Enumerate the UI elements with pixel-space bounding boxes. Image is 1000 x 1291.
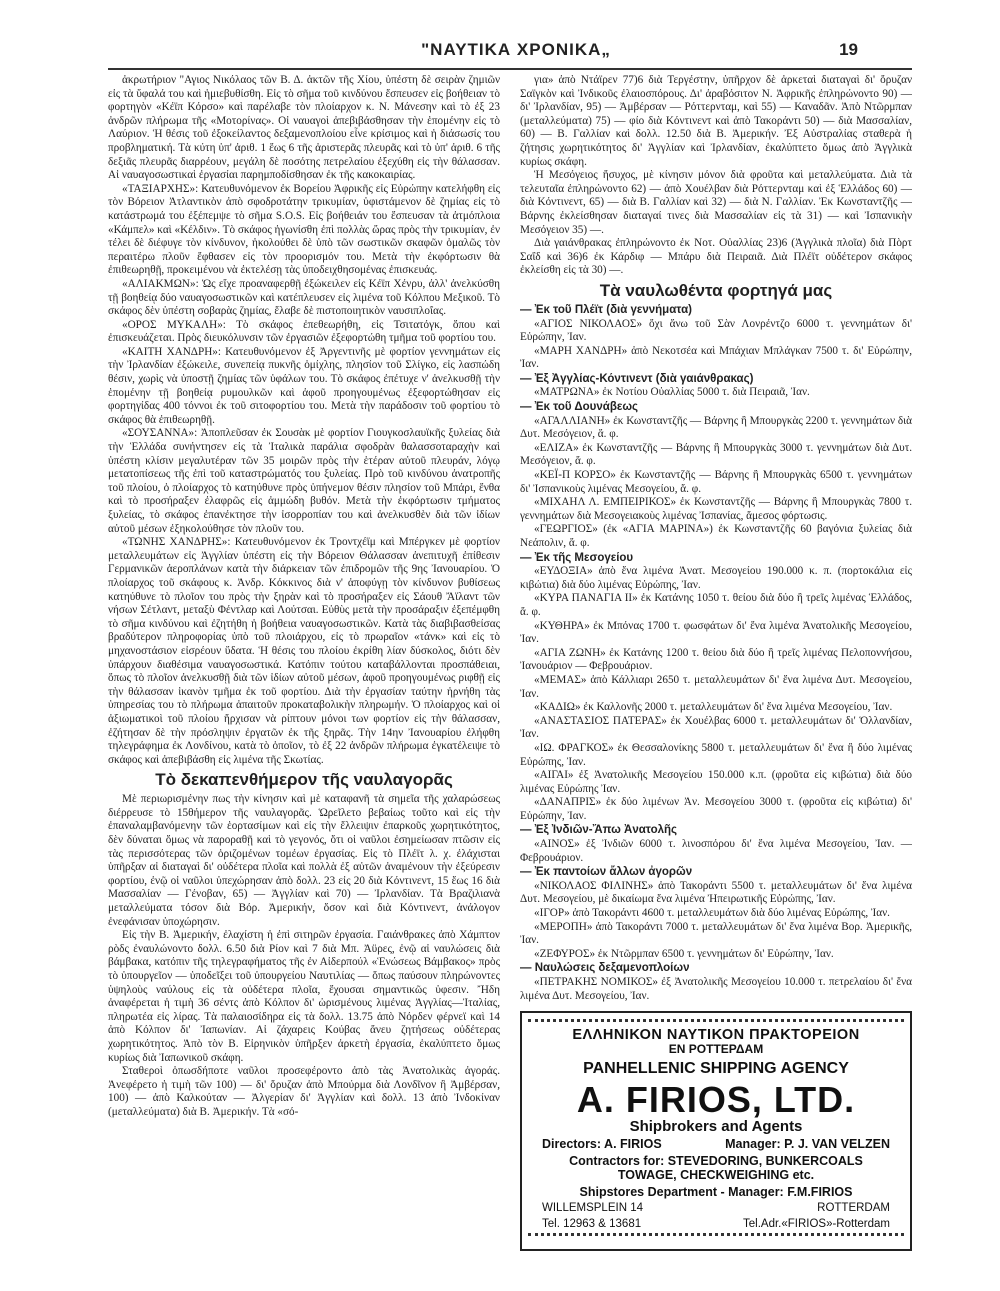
ad-contractors-services: TOWAGE, CHECKWEIGHING etc. xyxy=(617,1167,815,1182)
charter-entry: «ΚΥΘΗΡΑ» ἐκ Μπόνας 1700 τ. φωσφάτων δι' ἕνα λιμένα Ἀνατολικῆς Μεσογείου, Ἰαν. xyxy=(520,619,912,646)
charter-entry: «ΙΩ. ΦΡΑΓΚΟΣ» ἐκ Θεσσαλονίκης 5800 τ. μεταλλευμάτων δι' ἕνα ἢ δύο λιμένας Εὐρώπης, Ἰαν. xyxy=(520,741,912,768)
group-heading: — Ἐκ τοῦ Πλέϊτ (διὰ γεννήματα) xyxy=(520,303,692,316)
charter-entry: «ΚΥΡΑ ΠΑΝΑΓΙΑ ΙΙ» ἐκ Κατάνης 1050 τ. θείου διὰ δύο ἢ τρεῖς λιμένας Ἑλλάδος, ἄ. φ. xyxy=(520,592,912,618)
group-heading: — Ἐξ Ἰνδιῶν-Ἄπω Ἀνατολῆς xyxy=(520,824,678,837)
paragraph: για» ἀπὸ Ντάϊρεν 77)6 διὰ Τεργέστην, ὑπῆρχον δὲ ἀρκεταὶ διαταγαὶ δι' ὄρυζαν Σαϊγκὸν καὶ Ἰνδικοῦς ἐλαιοσπόρους. Δι' ἀραβόσιτον Ν. Ἀφρικῆς ἐπληρώνοντο 90) — δι' Ἰρλανδίαν, 95) — Ἀμβέρσαν — Ρόττερνταμ, καὶ 55) — Καναδᾶν. Ἀπὸ Ντῶρμπαν (μεταλλεύματα) 75) — φίο διὰ Κόντινεντ καὶ ἀπὸ Τακοράντι 50) — διὰ Μασσαλίαν, 60) — Β. Γαλλίαν καὶ δολλ. 12.50 διὰ Β. Ἀμερικήν. Ἐξ Αὐστραλίας σταθερὰ ἡ ζήτησις χωρητικότητος δι' Ἀγγλίαν καὶ Ἰρλανδίαν, ἐκαλύπτετο ὅμως ἀπὸ Ἀγγλικὰ κυρίως σκάφη. xyxy=(520,74,912,168)
ad-tagline: Shipbrokers and Agents xyxy=(629,1117,803,1135)
charter-entry: «ΑΓΙΟΣ ΝΙΚΟΛΑΟΣ» ὄχι ἄνω τοῦ Σὰν Λονρέντζο 6000 τ. γεννημάτων δι' Εὐρώπην, Ἰαν. xyxy=(520,317,912,344)
charter-entry: «ΜΕΜΑΣ» ἀπὸ Κάλλιαρι 2650 τ. μεταλλευμάτων δι' ἕνα λιμένα Δυτ. Μεσογείου, Ἰαν. xyxy=(520,673,912,700)
paragraph: «ΑΛΙΑΚΜΩΝ»: Ὡς εἴχε προαναφερθῇ ἐξώκειλεν εἰς Κέϊπ Χένρυ, ἀλλ' ἀνελκύσθη τῇ βοηθείᾳ δύο ναυαγοσωστικῶν καὶ κατέπλευσεν εἰς λιμένα τοῦ Κόλπου Μεξικοῦ. Τὸ σκάφος δὲν ὑπέστη σοβαρὰς ζημίας, ἔλαβε δὲ πιστοποιητικὸν ναυσιπλοΐας. xyxy=(108,277,500,318)
charter-entry: «ΠΕΤΡΑΚΗΣ ΝΟΜΙΚΟΣ» ἐξ Ἀνατολικῆς Μεσογείου 10.000 τ. πετρελαίου δι' ἕνα λιμένα Δυτ. Μεσογείου, Ἰαν. xyxy=(520,976,912,1002)
page xyxy=(108,40,912,1260)
running-header xyxy=(108,40,912,70)
ad-contractors: Contractors for: STEVEDORING, BUNKERCOALS xyxy=(569,1154,863,1169)
paragraph: «ΤΑΞΙΑΡΧΗΣ»: Κατευθυνόμενον ἐκ Βορείου Ἀφρικῆς εἰς Εὐρώπην κατελήφθη εἰς τὸν Βόρειον Ἀτλαντικὸν ἀπὸ σφοδροτάτην τρικυμίαν, ὑφιστάμενον δὲ ζημίας εἰς τὸ κατάστρωμά του ἐξέπεμψε τὸ σῆμα S.O.S. Εἰς βοήθειάν του ἔσπευσαν τὰ ἀτμόπλοια «Κάμπελ» καὶ «Κέλδιν». Τὸ σκάφος ἠγωνίσθη ἐπὶ πολλὰς ὥρας πρὸς τὴν τρικυμίαν, ἐν τέλει δὲ διέφυγε τὸν κίνδυνον, ἠκολούθει δὲ ὑπὸ τῶν σωστικῶν σκαφῶν ὁμαλῶς τὸν περαιτέρω πλοῦν ἔφθασεν εἰς τὸν προορισμόν του. Μετὰ τὴν ἐκφόρτωσιν θὰ ἐπιθεωρηθῇ, προκειμένου νὰ ἐκτελέσῃ τὰς ὑποδειχθησομένας ἐπισκευάς. xyxy=(108,182,500,277)
ad-shipstores: Shipstores Department - Manager: F.M.FIRIOS xyxy=(579,1185,853,1200)
paragraph: Διὰ γαιάνθρακας ἐπληρώνοντο ἐκ Νοτ. Οὐαλλίας 23)6 (Ἀγγλικὰ πλοῖα) διὰ Πὸρτ Σαΐδ καὶ 36)6 ἐκ Κάρδιφ — Μπάρυ διὰ Πειραιᾶ. Διὰ Πλέϊτ οὐδέτερον σκάφος ἐκλείσθη εἰς τὰ 30) —. xyxy=(520,237,912,277)
ad-telephone: Tel. 12963 & 13681 xyxy=(542,1217,642,1230)
columns xyxy=(108,74,912,1260)
charter-entry: «ΚΕΪ-Π ΚΟΡΣΟ» ἐκ Κωνσταντζῆς — Βάρνης ἢ Μπουργκὰς 6500 τ. γεννημάτων δι' Ἰσπανικοὺς λιμένας Μεσογείου, ἄ. φ. xyxy=(520,469,912,495)
paragraph: Σταθεροὶ ὁπωσδήποτε ναῦλοι προσεφέροντο ἀπὸ τὰς Ἀνατολικὰς ἀγοράς. Ἀνεφέρετο ἡ τιμὴ τῶν 100) — δι' ὄρυζαν ἀπὸ Μπούρμα διὰ Λονδῖνον ἢ Ἀμβέρσαν, 100) — ἀπὸ Καλκούταν — Ἀλγερίαν δι' Ἀγγλίαν καὶ δολλ. 13 ἀπὸ Ἰνδοκίναν (μεταλλεύματα) διὰ Β. Ἀμερικήν. Τὰ «σό- xyxy=(108,1065,500,1118)
charter-entry: «ΜΑΤΡΩΝΑ» ἐκ Νοτίου Οὐαλλίας 5000 τ. διὰ Πειραιᾶ, Ἰαν. xyxy=(534,386,810,399)
left-column xyxy=(108,74,500,1260)
section-heading-chartered-ships: Τὰ ναυλωθέντα φορτηγά μας xyxy=(599,280,833,300)
ad-management xyxy=(528,1134,904,1152)
journal-title: "ΝΑΥΤΙΚΑ ΧΡΟΝΙΚΑ„ xyxy=(421,40,611,59)
group-heading: — Ναυλώσεις δεξαμενοπλοίων xyxy=(520,962,690,975)
charter-entry: «ΜΕΡΟΠΗ» ἀπὸ Τακοράντι 7000 τ. μεταλλευμάτων δι' ἕνα λιμένα Βορ. Ἀμερικῆς, Ἰαν. xyxy=(520,920,912,947)
charter-entry: «ΚΑΔΙΩ» ἐκ Καλλονῆς 2000 τ. μεταλλευμάτων δι' ἕνα λιμένα Μεσογείου, Ἰαν. xyxy=(534,701,893,714)
charter-entry: «ΑΓΙΑ ΖΩΝΗ» ἐκ Κατάνης 1200 τ. θείου διὰ δύο ἢ τρεῖς λιμένας Πελοποννήσου, Ἰανουάριον — Φεβρουάριον. xyxy=(520,646,912,673)
charter-entry: «ΓΕΩΡΓΙΟΣ» (ἐκ «ΑΓΙΑ ΜΑΡΙΝΑ») ἐκ Κωνσταντζῆς 60 βαγόνια ξυλείας διὰ Νεάπολιν, ἄ. φ. xyxy=(520,523,912,549)
right-column xyxy=(520,74,912,1260)
ad-directors: Directors: A. FIRIOS xyxy=(542,1136,662,1151)
ad-english-title: PANHELLENIC SHIPPING AGENCY xyxy=(583,1060,849,1078)
charter-entry: «ΜΙΧΑΗΛ Λ. ΕΜΠΕΙΡΙΚΟΣ» ἐκ Κωνσταντζῆς — Βάρνης ἢ Μπουργκὰς 7800 τ. γεννημάτων διὰ Μεσογειακοὺς λιμένας Ἰσπανίας, ἄμεσος φόρτωσις. xyxy=(520,496,912,522)
charter-entry: «ΔΑΝΑΠΡΙΣ» ἐκ δύο λιμένων Ἀν. Μεσογείου 3000 τ. (φροῦτα εἰς κιβώτια) δι' Εὐρώπην, Ἰαν. xyxy=(520,796,912,822)
ad-telegraph-address: Tel.Adr.«FIRIOS»-Rotterdam xyxy=(743,1217,890,1230)
group-heading: — Ἐκ τοῦ Δουνάβεως xyxy=(520,401,639,414)
charter-entry: «ΕΛΙΖΑ» ἐκ Κωνσταντζῆς — Βάρνης ἢ Μπουργκὰς 3000 τ. γεννημάτων διὰ Δυτ. Μεσόγειον, ἄ. φ. xyxy=(520,441,912,468)
decorative-border xyxy=(528,1019,904,1027)
charter-entry: «ΙΓΟΡ» ἀπὸ Τακοράντι 4600 τ. μεταλλευμάτων διὰ δύο λιμένας Εὐρώπης, Ἰαν. xyxy=(534,907,890,920)
charter-entry: «ΝΙΚΟΛΑΟΣ ΦΙΛΙΝΗΣ» ἀπὸ Τακοράντι 5500 τ. μεταλλευμάτων δι' ἕνα λιμένα Δυτ. Μεσογείου, μὲ δικαίωμα ἕνα λιμένα Ἠπειρωτικῆς Εὐρώπης, Ἰαν. xyxy=(520,879,912,906)
paragraph: Εἰς τὴν Β. Ἀμερικήν, ἐλαχίστη ἡ ἐπὶ σιτηρῶν ἐργασία. Γαιάνθρακες ἀπὸ Χάμπτον ρὸδς ἐναυλώνοντο δολλ. 6.50 διὰ Ρίον καὶ 7 διὰ Μπ. Ἀϋρες, ἐνῷ αἱ ναυλώσεις διὰ βάμβακα, κατόπιν τῆς τηλεγραφήματος τῆς ἐν Αἰδερπούλ «Ἑνώσεως Βάμβακος» πρὸς τὸ ὑπουργεῖον — ὑποδεῖξει τοῦ ὑπουργείου Ναυτιλίας — ὅπως παύσουν πληρώνοντες ὑψηλοὺς ναύλους εἰς τὰ οὐδέτερα πλοῖα, ἔχουσαι σημαντικῶς ὑφεσιν. Ἤδη ἀναφέρεται ἡ τιμὴ 36 σέντς ἀπὸ Κόλπον δι' ὡρισμένους λιμένας Ἀγγλίας—Ἰταλίας, πληρωτέα εἰς λίρας. Τὰ παλαιοσίδηρα εἰς τὰ δολλ. 13.75 ἀπὸ Νόρδεν φέρνεϊ καὶ 14 ἀπὸ Κόλπον δι' Ἰαπωνίαν. Αἱ ζάχαρεις Κούβας ἄνευ ζητήσεως οὐδέτερας χωρητικότητος. Ἀπὸ τὸν Β. Εἰρηνικὸν ὑπῆρξεν ἀρκετὴ ἐργασία, ἐκαλύπτετο ὅμως κυρίως διὰ Ἰαπωνικοῦ σκάφη. xyxy=(108,929,500,1064)
charter-entry: «ΑΓΑΛΛΙΑΝΗ» ἐκ Κωνσταντζῆς — Βάρνης ἢ Μπουργκὰς 2200 τ. γεννημάτων διὰ Δυτ. Μεσόγειον, ἄ. φ. xyxy=(520,414,912,441)
group-heading: — Ἐκ τῆς Μεσογείου xyxy=(520,551,634,564)
paragraph: Ἡ Μεσόγειος ἥσυχος, μὲ κίνησιν μόνον διὰ φροῦτα καὶ μεταλλεύματα. Διὰ τὰ τελευταῖα ἐπληρώνοντο 62) — ἀπὸ Χουέλβαν διὰ Ρόττερνταμ καὶ ἐξ Ἑλλάδος 60) — διὰ Κόντινεντ, 65) — διὰ Β. Γαλλίαν καὶ 32) — διὰ Ν. Γαλλίαν. Ἐκ Κωνσταντζῆς — Βάρνης ἐκλείσθησαν διαταγαί τινες διὰ Μασσαλίαν εἰς τὰ 31) — καὶ Ἰσπανικὴν Μεσόγειον 35) —. xyxy=(520,169,912,236)
ad-contact-row xyxy=(528,1216,904,1232)
page-number: 19 xyxy=(839,40,858,59)
ad-manager: Manager: P. J. VAN VELZEN xyxy=(725,1136,890,1151)
charter-entry: «ΖΕΦΥΡΟΣ» ἐκ Ντῶρμπαν 6500 τ. γεννημάτων δι' Εὐρώπην, Ἰαν. xyxy=(534,947,834,960)
paragraph: Μὲ περιωρισμένην πως τὴν κίνησιν καὶ μὲ καταφανῆ τὰ σημεῖα τῆς χαλαρώσεως διέρρευσε τὸ 15θήμερον τῆς ναυλαγορᾶς. Ὡρεῖλετο βεβαίως τοῦτο καὶ εἰς τὴν ἐπαναλαμβανόμενην τῶν ἑορτασίμων καὶ εἰς τὴν ἔλλειψιν ἐπαρκοῦς χωρητικότητος, δὲν δύναται ὅμως νὰ παροραθῇ καὶ τὸ γεγονός, ὅτι οἱ ναῦλοι ἐσημείωσαν πτῶσιν εἰς τὰς περισσότερας τῶν ὁριζομένων τομέων ἐργασίας. Εἰς τὸ Πλέϊτ λ. χ. ἐλάχισται ὑπῆρξαν αἱ διαταγαὶ δι' οὐδέτερα πλοῖα καὶ πολλὰ ἐξ αὐτῶν ἀναμένουν τὴν ἐξεύρεσιν φορτίου, ἐνῷ οἱ ναῦλοι ὑπεχώρησαν ἀπὸ δολλ. 23 εἰς 20 διὰ Κόντινεντ, 15 ἕως 16 διὰ Μασσαλίαν — Γένοβαν, 65) — Ἀγγλίαν καὶ 70) — Ἰρλανδίαν. Τὰ Βραζιλιανὰ μεταλλεύματα τόσον διὰ Βόρ. Ἀμερικήν, ὅσον καὶ διὰ Κόντινεντ, ἀνάλογον ἐνεφάνισαν ὑποχώρησιν. xyxy=(108,793,500,928)
paragraph: «ΤΩΝΗΣ ΧΑΝΔΡΗΣ»: Κατευθυνόμενον ἐκ Τροντχέϊμ καὶ Μπέργκεν μὲ φορτίον μεταλλευμάτων εἰς Ἀγγλίαν ὑπέστη εἰς τὴν Βόρειον Θάλασσαν ἀνεπιτυχῆ ἐπίθεσιν Γερμανικῶν ἀεροπλάνων κατὰ τὴν διάρκειαν τῶν ἐπιδρομῶν τῆς 9ης Ἰανουαρίου. Ὁ πλοίαρχος τοῦ σκάφους κ. Ἀνδρ. Κόκκινος διὰ ν' ἀποφύγῃ τὸν κίνδυνον βυθίσεως κατηύθυνε τὸ πλοῖον του πρὸς τὴν ξηρὰν καὶ τὸ προσήραξεν εἰς Σάουθ Ἄϊλαντ τῶν νήσων Σέτλαντ, μεταξὺ Φέντλαρ καὶ Λούτσαι. Εὐθὺς μετὰ τὴν προσάραξιν ἐξεπέμφθη τὸ σῆμα κινδύνου καὶ ἐζητήθη ἡ βοήθεια ναυαγοσωστικῶν. Κατὰ τὰς διαβιβασθείσας βραδύτερον πληροφορίας ὑπὸ τοῦ πλοιάρχου, εἰς τὸ πρωραῖον «τάνκ» καὶ εἰς τὸ μηχανοστάσιον εἰσρέουν ὕδατα. Ἡ θέσις του πλοίου ἐκρίθη λίαν δύσκολος, διότι δὲν ὑπάρχουν διαθέσιμα ναυαγοσωστικά. Κατόπιν τούτου καταβάλλονται προσπάθειαι, ὅπως τὸ πλοῖον ἀνελκυσθῇ διὰ τῶν ἰδίων αὐτοῦ μέσων, ἀφοῦ προηγουμένως ριφθῇ εἰς τὴν θάλασσαν ἱκανὸν τμῆμα ἐκ τοῦ φορτίου. Διὰ τὴν ἐργασίαν ταύτην ἠρνήθη τὰς ὑπηρεσίας του τὸ πλήρωμα ἀπαιτοῦν προκαταβολικὴν πληρωμήν. Ὁ πλοίαρχος καὶ οἱ ἀξιωματικοὶ τοῦ πλοίου ἤρχισαν νὰ ρίπτουν μόνοι των φορτίον εἰς τὴν θάλασσαν, ἐζήτησαν δὲ τὴν πρόσληψιν ἐργατῶν ἐκ τῆς ξηρᾶς. Τὴν 14ην Ἰανουαρίου ἐλήφθη τηλεγράφημα ἐκ Λονδίνου, κατὰ τὸ ὁποῖον, τὸ ἐξ 22 ἀνδρῶν πλήρωμα ἐγκατέλειψε τὸ σκάφος καὶ ἀπεβιβάσθη εἰς λιμένα τῆς Σκωτίας. xyxy=(108,536,500,766)
paragraph: «ΣΟΥΣΑΝΝΑ»: Ἀποπλεῦσαν ἐκ Σουσὰκ μὲ φορτίον Γιουγκοσλαυϊκῆς ξυλείας διὰ τὴν Ἑλλάδα συνήντησεν εἰς τὰ Ἰταλικὰ παράλια σφοδρὰν θαλασσοταραχὴν καὶ ὑπέστη κλίσιν μεγαλυτέραν τῶν 35 μοιρῶν πρὸς τὴν ἑτέραν αὐτοῦ πλευράν, λόγῳ μετατοπίσεως τῆς ἐπὶ τοῦ καταστρώματός του ξυλείας. Πρὸ τοῦ κινδύνου ἀνατροπῆς τοῦ πλοίου, ὁ πλοίαρχος τὸ κατηύθυνε πρὸς ὑπήνεμον θέσιν πλησίον τοῦ Μπάρι, ἔνθα καὶ τὸ προσήραξεν ἐλαφρῶς εἰς ἀμμώδη βυθόν. Μετὰ τὴν ἐκφόρτωσιν τμήματος ξυλείας, τὸ σκάφος ἐπανέκτησε τὴν ἰσορροπίαν του καὶ ἀνελκυσθὲν διὰ τῶν ἰδίων αὐτοῦ μέσων ἐξηκολούθησε τὸν πλοῦν του. xyxy=(108,427,500,535)
charter-entry: «ΜΑΡΗ ΧΑΝΔΡΗ» ἀπὸ Νεκοτσέα καὶ Μπάχιαν Μπλάγκαν 7500 τ. δι' Εὐρώπην, Ἰαν. xyxy=(520,344,912,371)
charter-entry: «ΑΙΓΑΙ» ἐξ Ἀνατολικῆς Μεσογείου 150.000 κ.π. (φροῦτα εἰς κιβώτια) διὰ δύο λιμένας Εὐρώπης Ἰαν. xyxy=(520,769,912,795)
group-heading: — Ἐξ Ἀγγλίας-Κόντινεντ (διὰ γαιάνθρακας) xyxy=(520,372,754,385)
charter-entry: «ΑΝΑΣΤΑΣΙΟΣ ΠΑΤΕΡΑΣ» ἐκ Χουέλβας 6000 τ. μεταλλευμάτων δι' Ὁλλανδίαν, Ἰαν. xyxy=(520,714,912,741)
ad-address-row xyxy=(528,1200,904,1216)
group-heading: — Ἐκ παντοίων ἄλλων ἀγορῶν xyxy=(520,866,693,879)
section-heading-freight-market: Τὸ δεκαπενθήμερον τῆς ναυλαγορᾶς xyxy=(155,770,453,790)
charter-entry: «ΑΙΝΟΣ» ἐξ Ἰνδιῶν 6000 τ. λινοσπόρου δι' ἕνα λιμένα Μεσογείου, Ἰαν. — Φεβρουάριον. xyxy=(520,838,912,864)
ad-city: ROTTERDAM xyxy=(817,1201,890,1214)
shipping-agency-advertisement xyxy=(520,1011,912,1251)
paragraph: «ΚΑΙΤΗ ΧΑΝΔΡΗ»: Κατευθυνόμενον ἐξ Ἀργεντινῆς μὲ φορτίον γεννημάτων εἰς τὴν Ἰρλανδίαν ἐξώκειλε, συνεπείᾳ πυκνῆς ὁμίχλης, πλησίον τοῦ Σλίγκο, εἰς λασπώδη θέσιν, χωρὶς νὰ ὑποστῇ ζημίας τῶν ὑφάλων του. Τὸ σκάφος ἐπέτυχε ν' ἀνελκυσθῇ τὴν ἑπομένην τῇ βοηθείᾳ ρυμουλκῶν καὶ ἀφοῦ προηγουμένως ἐξεφορτώθησαν εἰς φορτηγίδας 400 τόννοι ἐκ τοῦ σιτοφορτίου του. Μετὰ τὴν παράδοσιν τοῦ φορτίου τὸ σκάφος θὰ ἐπιθεωρηθῇ. xyxy=(108,345,500,426)
paragraph: «ΟΡΟΣ ΜΥΚΑΛΗ»: Τὸ σκάφος ἐπεθεωρήθη, εἰς Τσιτατόγκ, ὅπου καὶ ἐπισκευάζεται. Πρὸς διευκόλυνσιν τῶν ἐργασιῶν ἐξεφορτώθη τμῆμα τοῦ φορτίου του. xyxy=(108,318,500,345)
charter-entry: «ΕΥΔΟΞΙΑ» ἀπὸ ἕνα λιμένα Ἀνατ. Μεσογείου 190.000 κ. π. (πορτοκάλια εἰς κιβώτια) διὰ δύο λιμένας Εὐρώπης, Ἰαν. xyxy=(520,565,912,591)
paragraph: ἀκρωτήριον "Αγιος Νικόλαος τῶν Β. Δ. ἀκτῶν τῆς Χίου, ὑπέστη δὲ σειρὰν ζημιῶν εἰς τὰ ὕφαλά του καὶ ἡμιεβυθίσθη. Εἰς τὸ σῆμα τοῦ κινδύνου ἔσπευσεν εἰς βοήθειαν τὸ φορτηγὸν «Κέϊπ Κόρσο» καὶ παρέλαβε τὸν πλοίαρχον κ. Ν. Μάνεσην καὶ τὸ ἐξ 23 ἀνδρῶν πλήρωμα τῆς «Μοτορίνας». Οἱ ναυαγοὶ ἀπεβιβάσθησαν τὴν ἑπομένην εἰς τὸ Λαύριον. Ἡ θέσις τοῦ ἐξοκείλαντος δεξαμενοπλοίου εἶνε κρίσιμος καὶ ἡ διάσωσίς του προβληματική. Τὰ κύτη ὑπ' ἀριθ. 1 ἕως 6 τῆς ἀριστερᾶς πλευρᾶς καὶ τὸ ὑπ' ἀριθ. 6 τῆς δεξιᾶς πλευρᾶς διαρρέουν, μεγάλη δὲ ποσότης πετρελαίου ἐξεχύθη εἰς τὴν θάλασσαν. Αἱ ναυαγοσωστικαὶ ἐργασίαι παρημποδίσθησαν ἐκ τῆς κακοκαιρίας. xyxy=(108,74,500,182)
ad-address: WILLEMSPLEIN 14 xyxy=(542,1201,643,1214)
ad-greek-title: ΕΛΛΗΝΙΚΟΝ ΝΑΥΤΙΚΟΝ ΠΡΑΚΤΟΡΕΙΟΝ xyxy=(572,1027,860,1044)
ad-company-name: A. FIRIOS, LTD. xyxy=(576,1078,856,1120)
decorative-border xyxy=(528,1233,904,1241)
ad-greek-subtitle: ΕΝ ΡΟΤΤΕΡΔΑΜ xyxy=(668,1041,764,1056)
